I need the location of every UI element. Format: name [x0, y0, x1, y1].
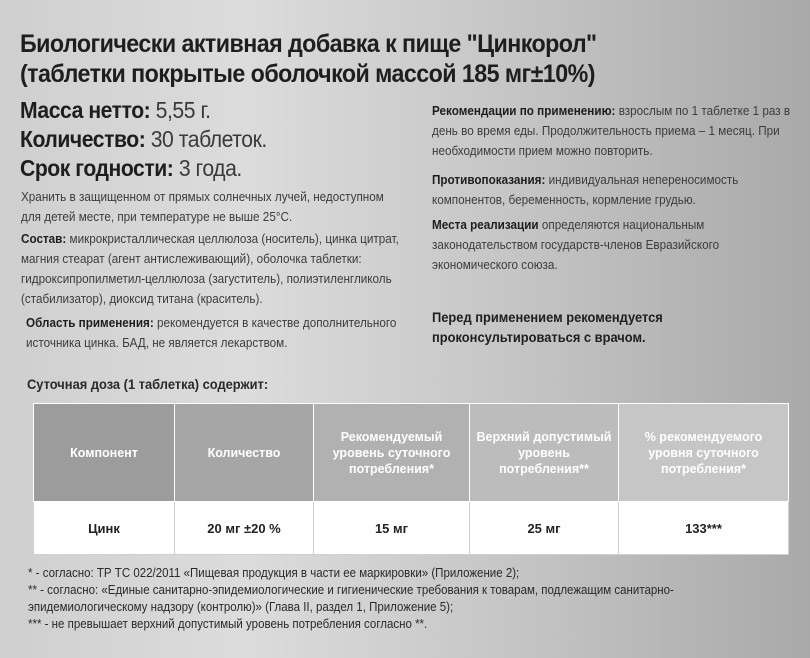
footnote-2: ** - согласно: «Единые санитарно-эпидемиологические и гигиенические требования к товарам, подлежащим санитарно-эпидемиологическому надзору (контролю)» (Глава II, раздел 1, Приложение 5);: [28, 583, 674, 614]
daily-dose-title: Суточная доза (1 таблетка) содержит:: [27, 376, 269, 392]
shelf-life-label: Срок годности:: [20, 155, 174, 181]
table-row: [34, 502, 789, 555]
application-area-label: Область применения:: [26, 315, 154, 330]
header-recommended-level: Рекомендуемый уровень суточного потребления*: [314, 404, 470, 502]
usage-label: Рекомендации по применению:: [432, 103, 616, 118]
daily-dose-table: [33, 403, 789, 555]
footnote-1: * - согласно: ТР ТС 022/2011 «Пищевая продукция в части ее маркировки» (Приложение 2);: [28, 566, 520, 580]
table-header-row: [34, 404, 789, 502]
contraindications-label: Противопоказания:: [432, 172, 546, 187]
cell-upper-level: 25 мг: [470, 502, 619, 555]
net-mass-value: 5,55 г.: [150, 97, 211, 123]
header-percent-recommended: % рекомендуемого уровня суточного потребления*: [619, 404, 789, 502]
storage-conditions: Хранить в защищенном от прямых солнечных лучей, недоступном для детей месте, при температуре не выше 25°С.: [21, 189, 384, 224]
cell-component: Цинк: [34, 502, 175, 555]
header-component: Компонент: [34, 404, 175, 502]
application-area-text: рекомендуется в качестве дополнительного источника цинка. БАД, не является лекарством.: [26, 315, 397, 350]
header-upper-level: Верхний допустимый уровень потребления**: [470, 404, 619, 502]
shelf-life: [20, 154, 242, 182]
sales-text: определяются национальным законодательством государств-членов Евразийского экономического союза.: [432, 217, 720, 272]
doctor-consultation-warning: Перед применением рекомендуется проконсультироваться с врачом.: [432, 309, 663, 345]
cell-recommended-level: 15 мг: [314, 502, 470, 555]
composition-text: микрокристаллическая целлюлоза (носитель), цинка цитрат, магния стеарат (агент антислеживающий), оболочка таблетки: гидроксипропилметил-целлюлоза (загуститель), полиэтиленгликоль (стабилизатор), диоксид титана (краситель).: [21, 231, 399, 306]
quantity-label: Количество:: [20, 126, 146, 152]
title-line-1: Биологически активная добавка к пище "Цинкорол": [20, 30, 597, 58]
cell-percent-recommended: 133***: [619, 502, 789, 555]
contraindications-text: индивидуальная непереносимость компонентов, беременность, кормление грудью.: [432, 172, 739, 207]
contraindications: [432, 170, 797, 210]
sales-label: Места реализации: [432, 217, 539, 232]
composition: [21, 229, 410, 309]
header-quantity: Количество: [175, 404, 314, 502]
product-title: [20, 29, 745, 89]
footnotes: [28, 565, 736, 633]
usage-recommendations: [432, 101, 797, 161]
quantity: [20, 125, 267, 153]
quantity-value: 30 таблеток.: [145, 126, 267, 152]
footnote-3: *** - не превышает верхний допустимый уровень потребления согласно **.: [28, 617, 428, 631]
sales-places: [432, 215, 743, 275]
usage-text: взрослым по 1 таблетке 1 раз в день во время еды. Продолжительность приема – 1 месяц. При необходимости прием можно повторить.: [432, 103, 791, 158]
net-mass: [20, 96, 211, 124]
application-area: [26, 313, 404, 353]
net-mass-label: Масса нетто:: [20, 97, 151, 123]
composition-label: Состав:: [21, 231, 67, 246]
title-line-2: (таблетки покрытые оболочкой массой 185 мг±10%): [20, 60, 595, 88]
cell-quantity: 20 мг ±20 %: [175, 502, 314, 555]
shelf-life-value: 3 года.: [173, 155, 242, 181]
